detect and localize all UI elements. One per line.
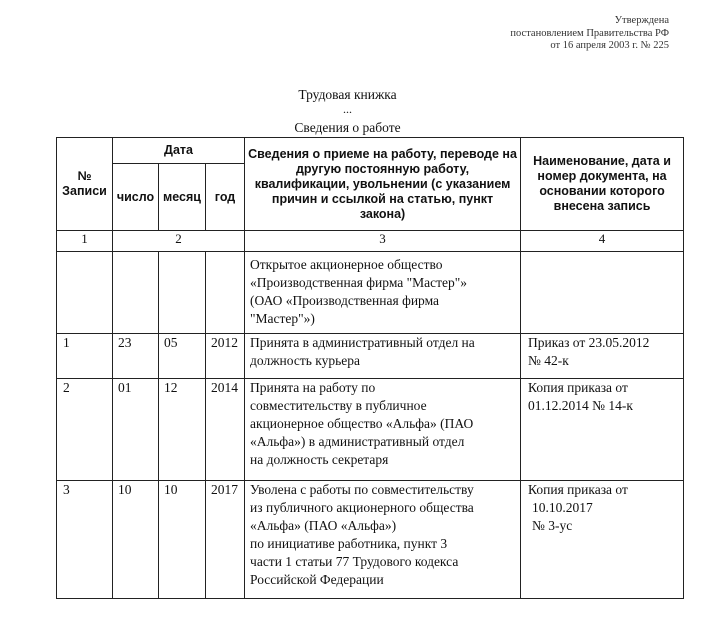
info-line: «Альфа») в административный отдел	[250, 434, 465, 449]
record-info	[245, 481, 521, 599]
info-line: части 1 статьи 77 Трудового кодекса	[250, 554, 459, 569]
header-record-no: № Записи	[57, 138, 113, 231]
record-number: 2	[57, 379, 113, 481]
record-info	[245, 334, 521, 379]
document-line: Приказ от 23.05.2012	[528, 335, 650, 350]
approval-line-2: постановлением Правительства РФ	[510, 27, 669, 39]
company-line: (ОАО «Производственная фирма	[250, 293, 440, 308]
record-number: 1	[57, 334, 113, 379]
employment-records-table	[56, 137, 684, 599]
record-document	[521, 379, 684, 481]
info-line: Российской Федерации	[250, 572, 384, 587]
document-line: Копия приказа от	[528, 482, 628, 497]
record-document	[521, 334, 684, 379]
header-year: год	[206, 164, 245, 231]
section-title: Сведения о работе	[294, 120, 401, 135]
header-month: месяц	[159, 164, 206, 231]
header-day: число	[113, 164, 159, 231]
company-line: Открытое акционерное общество	[250, 257, 443, 272]
document-line: № 3-ус	[532, 518, 573, 533]
approval-stamp	[510, 15, 669, 53]
company-line: «Производственная фирма "Мастер"»	[250, 275, 468, 290]
document-title: Трудовая книжка	[298, 87, 397, 102]
info-line: должность курьера	[250, 353, 361, 368]
column-number-2: 2	[113, 231, 245, 252]
table-row	[57, 334, 684, 379]
record-info	[245, 379, 521, 481]
table-row	[57, 379, 684, 481]
header-info: Сведения о приеме на работу, переводе на другую постоянную работу, квалификации, увольнении (с указанием причин и ссылкой на статью, пункт закона)	[245, 138, 521, 231]
info-line: совместительству в публичное	[250, 398, 427, 413]
record-day: 01	[113, 379, 159, 481]
company-line: "Мастер"»)	[250, 311, 315, 326]
record-document	[521, 481, 684, 599]
info-line: по инициативе работника, пункт 3	[250, 536, 448, 551]
record-year: 2017	[206, 481, 245, 599]
company-name-cell	[245, 252, 521, 334]
document-line: 01.12.2014 № 14-к	[528, 398, 633, 413]
document-line: № 42-к	[528, 353, 569, 368]
info-line: «Альфа» (ПАО «Альфа»)	[250, 518, 397, 533]
record-month: 12	[159, 379, 206, 481]
record-year: 2014	[206, 379, 245, 481]
info-line: Принята на работу по	[250, 380, 376, 395]
header-document: Наименование, дата и номер документа, на основании которого внесена запись	[521, 138, 684, 231]
record-month: 05	[159, 334, 206, 379]
info-line: из публичного акционерного общества	[250, 500, 474, 515]
header-date: Дата	[113, 138, 245, 164]
record-month: 10	[159, 481, 206, 599]
info-line: на должность секретаря	[250, 452, 389, 467]
table-row-company	[57, 252, 684, 334]
table-row	[57, 481, 684, 599]
record-year: 2012	[206, 334, 245, 379]
document-line: Копия приказа от	[528, 380, 628, 395]
column-number-1: 1	[57, 231, 113, 252]
record-day: 23	[113, 334, 159, 379]
column-number-4: 4	[521, 231, 684, 252]
approval-line-3: от 16 апреля 2003 г. № 225	[550, 40, 669, 51]
record-number: 3	[57, 481, 113, 599]
column-number-3: 3	[245, 231, 521, 252]
info-line: Уволена с работы по совместительству	[250, 482, 474, 497]
title-ellipsis: ...	[343, 102, 352, 116]
info-line: Принята в административный отдел на	[250, 335, 475, 350]
approval-line-1: Утверждена	[614, 15, 669, 26]
record-day: 10	[113, 481, 159, 599]
document-line: 10.10.2017	[532, 500, 593, 515]
info-line: акционерное общество «Альфа» (ПАО	[250, 416, 474, 431]
